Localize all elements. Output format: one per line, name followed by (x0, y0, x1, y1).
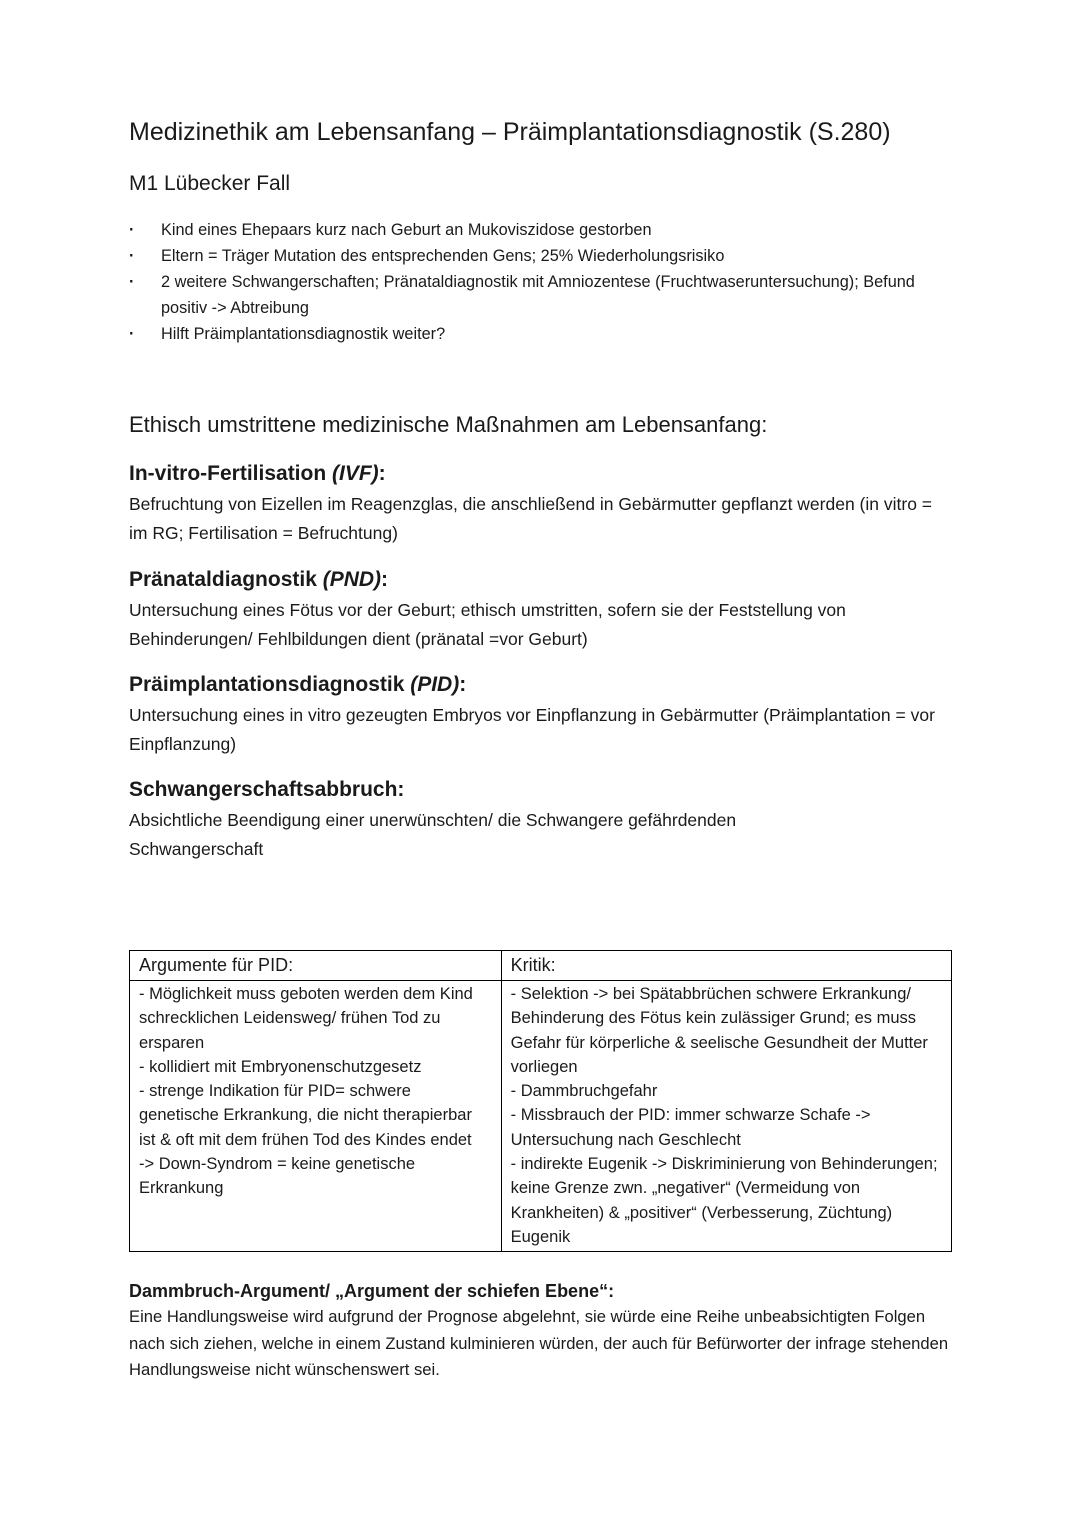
definition-term: Pränataldiagnostik (PND): (129, 568, 389, 591)
definition-text: Befruchtung von Eizellen im Reagenzglas, die anschließend in Gebärmutter gepflanzt werden (in vitro = im RG; Fertilisation = Befruchtung) (129, 494, 933, 543)
list-item: · Kind eines Ehepaars kurz nach Geburt an Mukoviszidose gestorben (129, 217, 954, 243)
table-line: - Selektion -> bei Spätabbrüchen schwere Erkrankung/ Behinderung des Fötus kein zulässiger Grund; es muss Gefahr für körperliche & seelische Gesundheit der Mutter vorliegen (510, 985, 928, 1076)
contra-arguments-cell (501, 981, 951, 1252)
list-item: · 2 weitere Schwangerschaften; Pränataldiagnostik mit Amniozentese (Fruchtwaseruntersuchung); Befund positiv -> Abtreibung (129, 269, 954, 321)
table-line: - Dammbruchgefahr (510, 1082, 658, 1101)
list-item: · Hilft Präimplantationsdiagnostik weiter? (129, 321, 954, 347)
definition-text: Untersuchung eines in vitro gezeugten Embryos vor Einpflanzung in Gebärmutter (Präimplantation = vor Einpflanzung) (129, 705, 935, 754)
table-line: - Missbrauch der PID: immer schwarze Schafe -> Untersuchung nach Geschlecht (510, 1106, 871, 1149)
case-subtitle: M1 Lübecker Fall (129, 172, 291, 195)
definition-ivf (129, 460, 954, 548)
case-bullet-list (129, 217, 954, 347)
contra-header: Kritik: (501, 951, 951, 981)
definition-term: Schwangerschaftsabbruch: (129, 778, 405, 801)
definition-text: Absichtliche Beendigung einer unerwünschten/ die Schwangere gefährdenden Schwangerschaft (129, 810, 737, 859)
definition-pid (129, 671, 954, 759)
definition-pnd (129, 566, 954, 654)
table-line: - Möglichkeit muss geboten werden dem Kind schrecklichen Leidensweg/ frühen Tod zu ersparen (139, 985, 473, 1052)
table-line: -> Down-Syndrom = keine genetische Erkrankung (139, 1155, 416, 1198)
pro-arguments-cell (130, 981, 502, 1252)
measures-heading: Ethisch umstrittene medizinische Maßnahmen am Lebensanfang: (129, 412, 768, 437)
definition-abbruch (129, 776, 954, 864)
table-line: - indirekte Eugenik -> Diskriminierung von Behinderungen; keine Grenze zwn. „negativer“ (Vermeidung von Krankheiten) & „positiver“ (Verbesserung, Züchtung) Eugenik (510, 1155, 938, 1246)
list-item: · Eltern = Träger Mutation des entsprechenden Gens; 25% Wiederholungsrisiko (129, 243, 954, 269)
pro-header: Argumente für PID: (130, 951, 502, 981)
table-line: - kollidiert mit Embryonenschutzgesetz (139, 1057, 422, 1076)
definition-term: Präimplantationsdiagnostik (PID): (129, 673, 467, 696)
dammbruch-section (129, 1278, 954, 1384)
definition-term: In-vitro-Fertilisation (IVF): (129, 462, 386, 485)
page-title: Medizinethik am Lebensanfang – Präimplantationsdiagnostik (S.280) (129, 118, 891, 146)
table-line: - strenge Indikation für PID= schwere genetische Erkrankung, die nicht therapierbar ist & oft mit dem frühen Tod des Kindes endet (139, 1082, 472, 1149)
arguments-table (129, 950, 952, 1252)
definition-text: Untersuchung eines Fötus vor der Geburt; ethisch umstritten, sofern sie der Feststellung von Behinderungen/ Fehlbildungen dient (pränatal =vor Geburt) (129, 600, 846, 649)
dammbruch-text: Eine Handlungsweise wird aufgrund der Prognose abgelehnt, sie würde eine Reihe unbeabsichtigten Folgen nach sich ziehen, welche in einem Zustand kulminieren würden, der auch für Befürworter der infrage stehenden Handlungsweise nicht wünschenswert sei. (129, 1307, 949, 1379)
dammbruch-heading: Dammbruch-Argument/ „Argument der schiefen Ebene“: (129, 1281, 615, 1301)
